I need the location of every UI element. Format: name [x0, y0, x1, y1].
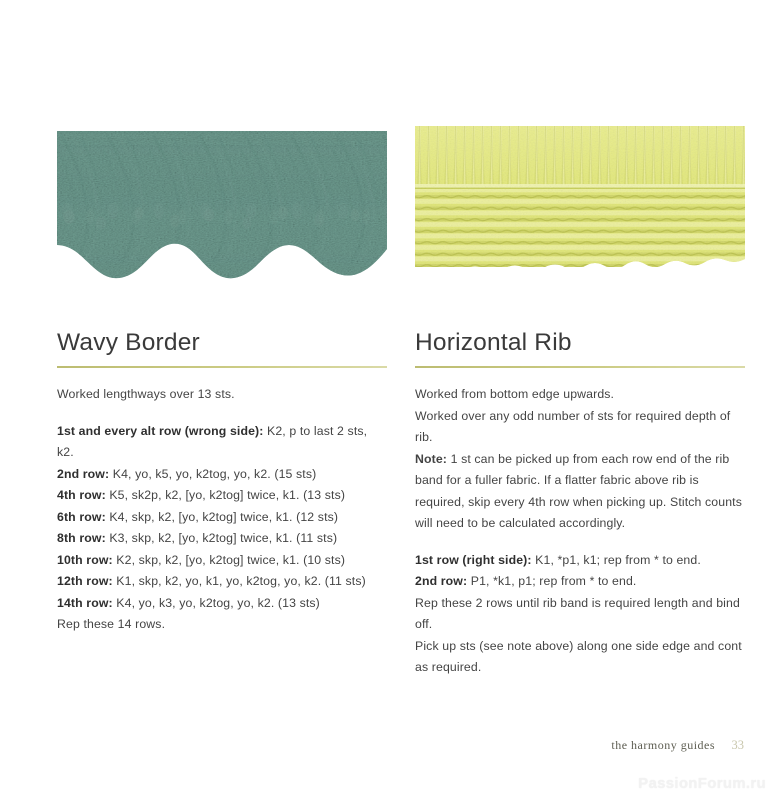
- instruction-row: [57, 507, 387, 529]
- row-label: 12th row:: [57, 574, 113, 589]
- row-label: 1st row (right side):: [415, 552, 532, 567]
- row-label: 14th row:: [57, 595, 113, 610]
- instruction-row: [415, 571, 745, 593]
- footer-brand: the harmony guides: [611, 738, 716, 752]
- title-rule: [415, 366, 745, 368]
- stitch-title-wavy-border: Wavy Border: [57, 329, 200, 356]
- horizontal-rib-rows: [415, 550, 745, 679]
- instruction-row: [57, 571, 387, 593]
- page-number: 33: [731, 738, 744, 752]
- column-wavy-border: [57, 330, 387, 636]
- row-text: P1, *k1, p1; rep from * to end.: [470, 574, 637, 589]
- row-label: 2nd row:: [415, 574, 468, 589]
- wavy-border-intro: [57, 384, 387, 406]
- row-text: K1, skp, k2, yo, k1, yo, k2tog, yo, k2. (11 sts): [116, 574, 366, 589]
- instruction-row: [57, 528, 387, 550]
- instruction-row: [57, 593, 387, 615]
- row-label: 1st and every alt row (wrong side):: [57, 423, 264, 438]
- row-label: 8th row:: [57, 531, 106, 546]
- intro-line: Worked from bottom edge upwards.: [415, 387, 615, 402]
- horizontal-rib-intro: [415, 384, 745, 449]
- wavy-border-body: [57, 384, 387, 636]
- row-text: K1, *p1, k1; rep from * to end.: [535, 552, 701, 567]
- page-footer: [0, 736, 780, 754]
- spacer: [57, 406, 387, 421]
- instruction-row: [57, 550, 387, 572]
- row-text: K4, skp, k2, [yo, k2tog] twice, k1. (12 sts): [109, 509, 339, 524]
- horizontal-rib-body: [415, 384, 745, 679]
- row-label: 4th row:: [57, 488, 106, 503]
- wavy-border-rows: [57, 421, 387, 636]
- instruction-row: Pick up sts (see note above) along one side edge and cont as required.: [415, 638, 742, 675]
- intro-line: Worked lengthways over 13 sts.: [57, 387, 235, 402]
- row-text: K2, p to last 2 sts, k2.: [57, 423, 368, 460]
- row-text: K4, yo, k5, yo, k2tog, yo, k2. (15 sts): [112, 466, 317, 481]
- row-text: K5, sk2p, k2, [yo, k2tog] twice, k1. (13 sts): [109, 488, 346, 503]
- row-text: K4, yo, k3, yo, k2tog, yo, k2. (13 sts): [116, 595, 320, 610]
- horizontal-rib-note: [415, 449, 745, 535]
- column-horizontal-rib: [415, 330, 745, 679]
- instruction-row: [57, 614, 387, 636]
- row-text: K3, skp, k2, [yo, k2tog] twice, k1. (11 sts): [109, 531, 338, 546]
- intro-line: Worked over any odd number of sts for required depth of rib.: [415, 408, 731, 445]
- row-label: 6th row:: [57, 509, 106, 524]
- note-label: Note:: [415, 451, 448, 466]
- row-label: 2nd row:: [57, 466, 110, 481]
- stitch-title-horizontal-rib: Horizontal Rib: [415, 329, 572, 356]
- instruction-row: Rep these 2 rows until rib band is required length and bind off.: [415, 595, 740, 632]
- row-text: Rep these 14 rows.: [57, 617, 166, 632]
- row-text: K2, skp, k2, [yo, k2tog] twice, k1. (10 sts): [116, 552, 346, 567]
- wavy-border-swatch-image: [57, 131, 387, 283]
- horizontal-rib-swatch: [415, 126, 745, 267]
- horizontal-rib-swatch-image: [415, 126, 745, 267]
- spacer: [415, 535, 745, 550]
- wavy-border-swatch: [57, 131, 387, 283]
- note-text: 1 st can be picked up from each row end of the rib band for a fuller fabric. If a flatter fabric above rib is required, skip every 4th row when picking up. Stitch counts will need to be calculated accordingly.: [415, 451, 742, 531]
- instruction-row: [57, 485, 387, 507]
- title-rule: [57, 366, 387, 368]
- watermark: PassionForum.ru: [638, 775, 766, 792]
- row-label: 10th row:: [57, 552, 113, 567]
- instruction-row: [57, 421, 387, 464]
- instruction-row: [415, 550, 745, 572]
- instruction-row: [57, 464, 387, 486]
